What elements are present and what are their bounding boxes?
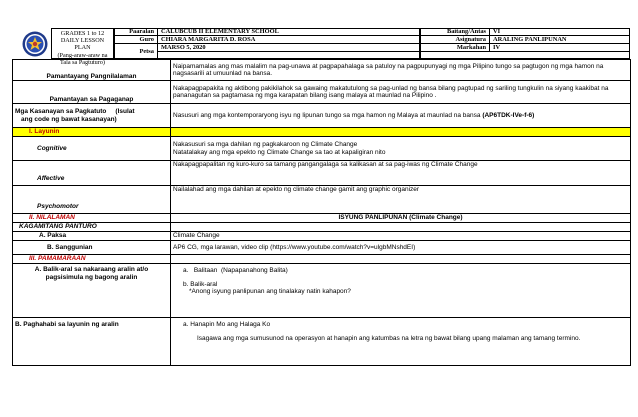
lesson-plan-table [12,59,631,366]
kagamitang-label: KAGAMITANG PANTURO [13,223,171,232]
sanggunian-label: B. Sanggunian [13,241,171,255]
balik-aral-cell [171,264,631,318]
table-row [13,232,631,241]
paghahabi-label: B. Paghahabi sa layunin ng aralin [13,318,171,366]
pamamaraan-label-cell [13,255,171,264]
nilalaman-label-cell [13,214,171,223]
table-row [13,128,631,137]
paksa-label: A. Paksa [13,232,171,241]
table-row [13,161,631,186]
kasanayan-code: (AP6TDK-IVe-f-6) [482,111,535,119]
balik-aral-item-a: a. Balitaan (Napapanahong Balita) [183,267,288,274]
paghahabi-item-a: a. Hanapin Mo ang Halaga Ko [183,321,271,328]
kasanayan-label-line-2: ang code ng bawat kasanayan) [21,115,117,123]
table-row [13,214,631,223]
layunin-label: I. Layunin [29,128,60,136]
table-row [13,241,631,255]
table-row [13,104,631,128]
layunin-label-cell [13,128,171,137]
grades-line-3: (Pang-araw-araw na [57,51,108,59]
pamantayang-pangnilalaman-text: Naipamamalas ang mas malalim na pag-unawa at pagpapahalaga sa patuloy na pagpupunyagi ng mga Pilipino tungo sa pagtugon ng mga hamon na nagsasarili at umuunlad na bansa. [171,60,631,81]
pamantayang-pangnilalaman-label: Pamantayang Pangnilalaman [13,60,171,81]
balik-aral-label-line-1: A. Balik-aral sa nakaraang aralin at/o [34,266,149,273]
paksa-text: Climate Change [171,232,631,241]
table-row [13,186,631,214]
table-row [13,264,631,318]
pamamaraan-empty [171,255,631,264]
cognitive-cell [171,137,631,161]
kasanayan-label [13,104,171,128]
cognitive-line-2: Natatalakay ang mga epekto ng Climate Change sa tao at kapaligiran nito [173,148,386,156]
asignatura-value: ARALING PANLIPUNAN [490,36,630,44]
balik-aral-label [13,264,171,318]
grades-title [51,28,114,66]
balik-aral-question: *Anong isyung panlipunan ang tinalakay natin kahapon? [189,288,351,295]
kagamitang-empty [171,223,631,232]
guro-label: Guro [114,36,158,44]
psychomotor-label: Psychomotor [13,186,171,214]
cognitive-label: Cognitive [13,137,171,161]
petsa-value: MARSO 5, 2020 [158,44,420,52]
grades-line-1: GRADES 1 to 12 [60,30,105,37]
cognitive-line-1: Nakasusuri sa mga dahilan ng pagkakaroon ng Climate Change [173,141,358,148]
table-row [13,81,631,104]
markahan-label: Markahan [420,44,490,52]
affective-text: Nakapagpapalitan ng kuro-kuro sa tamang pangangalaga sa kalikasan at sa pag-iwas ng Climate Change [171,161,631,186]
guro-value: CHIARA MARGARITA D. ROSA [158,36,420,44]
petsa-label: Petsa [114,44,158,59]
baitang-value: VI [490,28,630,36]
pamantayan-sa-pagaganap-label: Pamantayan sa Pagaganap [13,81,171,104]
grades-line-4: Tala sa Pagtuturo) [60,58,105,66]
paghahabi-cell [171,318,631,366]
table-row [13,318,631,366]
paaralan-label: Paaralan [114,28,158,36]
balik-aral-label-line-2: pagsisimula ng bagong aralin [45,273,138,281]
paghahabi-item-a-text: Isagawa ang mga sumusunod na operasyon at hanapin ang katumbas na letra ng bawat bilang upang malaman ang tamang termino. [197,334,581,342]
kasanayan-text: Nasusuri ang mga kontemporaryong isyu ng lipunan tungo sa mga hamon ng Malaya at maunlad na bansa [173,111,481,119]
pamantayan-sa-pagaganap-text: Nakapagpapakita ng aktibong pakikilahok sa gawaing makatutulong sa pag-unlad ng bansa bilang pagtupad ng sariling tungkulin na siyang kaakibat na pananagutan sa pagtamasa ng mga karapatan bilang isang malaya at maunlad na Pilipino . [171,81,631,104]
kasanayan-label-line-1: Mga Kasanayan sa Pagkatuto (Isulat [15,108,135,115]
deped-seal-icon [22,31,48,57]
nilalaman-text: ISYUNG PANLIPUNAN (Climate Change) [171,214,631,223]
grades-line-2: DAILY LESSON PLAN [60,37,105,52]
table-row [13,137,631,161]
kasanayan-cell [171,104,631,128]
pamamaraan-label: III. PAMAMARAAN [29,255,86,263]
header-block [12,28,630,66]
affective-label: Affective [13,161,171,186]
nilalaman-label: II. NILALAMAN [29,214,75,222]
markahan-value: IV [490,44,630,52]
sanggunian-text: AP6 CG, mga larawan, video clip (https://www.youtube.com/watch?v=ulgbMNshdEI) [171,241,631,255]
asignatura-label: Asignatura [420,36,490,44]
table-row [13,255,631,264]
paaralan-value: CALUBCUB II ELEMENTARY SCHOOL [158,28,420,36]
baitang-label: Baitang/Antas [420,28,490,36]
layunin-highlight [171,128,631,137]
table-row [13,223,631,232]
balik-aral-item-b: b. Balik-aral [183,280,218,288]
psychomotor-text: Nailalahad ang mga dahilan at epekto ng climate change gamit ang graphic organizer [171,186,631,214]
table-row [13,60,631,81]
